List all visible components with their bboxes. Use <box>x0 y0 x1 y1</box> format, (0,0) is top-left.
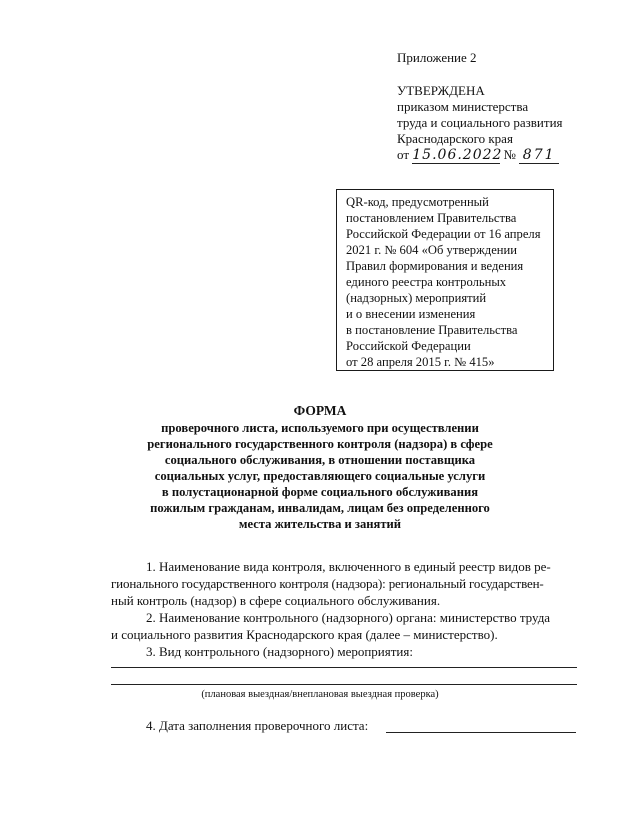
number-prefix: № <box>503 147 516 162</box>
qr-line: постановлением Правительства <box>346 211 517 225</box>
qr-code-notice-box <box>336 189 554 371</box>
handwritten-date: 15.06.2022 <box>412 147 503 163</box>
approval-line-2: труда и социального развития <box>397 115 563 130</box>
item-1-line: ный контроль (надзор) в сфере социального обслуживания. <box>111 593 441 608</box>
item-2-line: и социального развития Краснодарского края (далее – министерство). <box>111 627 498 642</box>
approval-line-1: приказом министерства <box>397 99 529 114</box>
item-1-line: гионального государственного контроля (надзора): региональный государствен- <box>111 576 544 591</box>
subtitle-line: регионального государственного контроля (надзора) в сфере <box>147 437 493 451</box>
approved-label: УТВЕРЖДЕНА <box>397 83 485 98</box>
handwritten-number: 871 <box>519 147 559 164</box>
subtitle-line: пожилым гражданам, инвалидам, лицам без определенного <box>150 501 490 515</box>
qr-line: и о внесении изменения <box>346 307 476 321</box>
subtitle-line: места жительства и занятий <box>238 517 402 531</box>
qr-line: (надзорных) мероприятий <box>346 291 487 305</box>
item-3-label: 3. Вид контрольного (надзорного) мероприятия: <box>146 644 413 659</box>
subtitle-line: социального обслуживания, в отношении поставщика <box>164 453 476 467</box>
item-2-line: 2. Наименование контрольного (надзорного) органа: министерство труда <box>146 610 551 625</box>
qr-line: Российской Федерации от 16 апреля <box>346 227 541 241</box>
qr-line: Правил формирования и ведения <box>346 259 524 273</box>
approval-date-line <box>397 147 559 164</box>
appendix-label: Приложение 2 <box>397 50 477 65</box>
subtitle-line: в полустационарной форме социального обслуживания <box>161 485 479 499</box>
qr-line: от 28 апреля 2015 г. № 415» <box>346 355 495 369</box>
item-3-fill-line-2[interactable] <box>111 684 577 685</box>
qr-line: в постановление Правительства <box>346 323 518 337</box>
item-4-label: 4. Дата заполнения проверочного листа: <box>146 718 369 733</box>
date-prefix: от <box>397 147 410 162</box>
subtitle-line: проверочного листа, используемого при осуществлении <box>161 421 479 435</box>
approval-line-3: Краснодарского края <box>397 131 513 146</box>
form-title: ФОРМА <box>293 403 347 418</box>
item-4-fill-line[interactable] <box>386 732 576 733</box>
qr-line: Российской Федерации <box>346 339 471 353</box>
subtitle-line: социальных услуг, предоставляющего социальные услуги <box>154 469 486 483</box>
item-3-fill-line-1[interactable] <box>111 667 577 668</box>
item-3-caption: (плановая выездная/внеплановая выездная проверка) <box>201 689 439 700</box>
qr-line: QR-код, предусмотренный <box>346 195 489 209</box>
item-1-line: 1. Наименование вида контроля, включенного в единый реестр видов ре- <box>146 559 551 574</box>
qr-line: единого реестра контрольных <box>346 275 507 289</box>
qr-line: 2021 г. № 604 «Об утверждении <box>346 243 518 257</box>
approval-block <box>397 50 617 170</box>
